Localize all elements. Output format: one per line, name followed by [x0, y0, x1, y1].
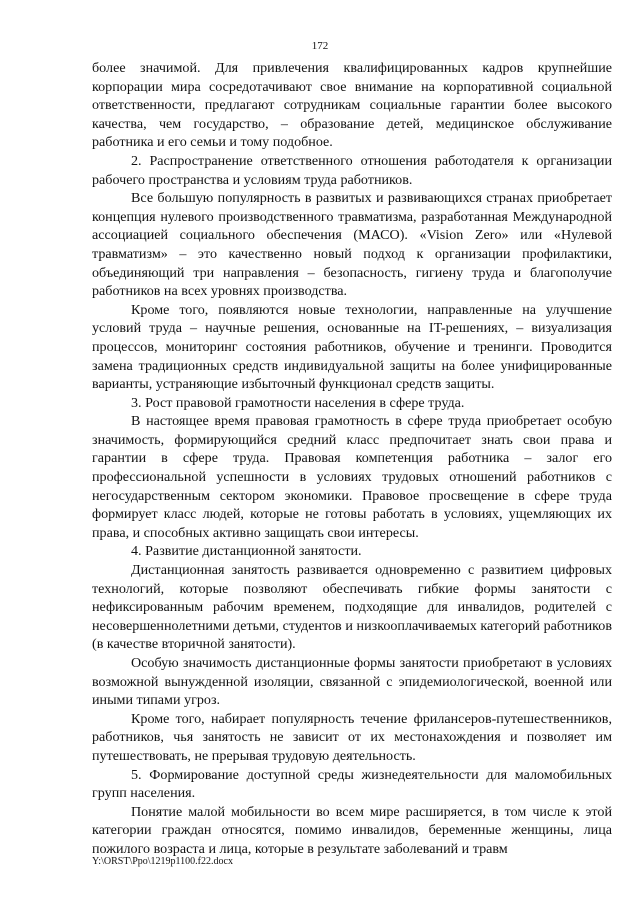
- paragraph: Понятие малой мобильности во всем мире расширяется, в том числе к этой категории граждан относятся, помимо инвалидов, беременные женщины, лица пожилого возраста и лица, которые в результате заболеваний и травм: [92, 803, 612, 857]
- paragraph: Кроме того, появляются новые технологии, направленные на улучшение условий труда – научные решения, основанные на IT-решениях, – визуализация процессов, мониторинг состояния работников, обучение и тренинги. Проводится замена традиционных средств индивидуальной защиты на более унифицированные варианты, устраняющие избыточный функционал средств защиты.: [92, 301, 612, 393]
- paragraph: 4. Развитие дистанционной занятости.: [131, 543, 362, 560]
- paragraph: Дистанционная занятость развивается одновременно с развитием цифровых технологий, которые позволяют обеспечивать гибкие формы занятости с нефиксированным рабочим временем, подходящие для инвалидов, родителей с несовершеннолетними детьми, студентов и низкооплачиваемых категорий работников (в качестве вторичной занятости).: [92, 562, 612, 653]
- paragraph: более значимой. Для привлечения квалифицированных кадров крупнейшие корпорации мира сосредотачивают свое внимание на корпоративной социальной ответственности, предлагают сотрудникам социальные гарантии более высокого качества, чем государство, – образование детей, медицинское обслуживание работника и его семьи и тому подобное.: [92, 60, 612, 151]
- paragraph: Особую значимость дистанционные формы занятости приобретают в условиях возможной вынужденной изоляции, связанной с эпидемиологической, военной или иными типами угроз.: [92, 655, 612, 709]
- paragraph: Все большую популярность в развитых и развивающихся странах приобретает концепция нулевого производственного травматизма, разработанная Международной ассоциацией социального обеспечения (МАСО). «Vision Zero» или «Нулевой травматизм» – это качественно новый подход к организации профилактики, объединяющий три направления – безопасность, гигиену труда и благополучие работников на всех уровнях производства.: [92, 190, 612, 300]
- paragraph: 2. Распространение ответственного отношения работодателя к организации рабочего пространства и условиям труда работников.: [92, 152, 612, 188]
- paragraph: В настоящее время правовая грамотность в сфере труда приобретает особую значимость, формирующийся средний класс предпочитает знать свои права и гарантии в сфере труда. Правовая компетенция работника – залог его профессиональной успешности в условиях трудовых отношений работников с негосударственным сектором экономики. Правовое просвещение в сфере труда формирует класс людей, которые не готовы работать в условиях, ущемляющих их права, и способных активно защищать свои интересы.: [92, 413, 612, 541]
- page-number: 172: [311, 40, 329, 52]
- footer-file-path: Y:\ORST\Ppo\1219p1100.f22.docx: [92, 856, 233, 867]
- body-text: [92, 59, 612, 859]
- paragraph: 5. Формирование доступной среды жизнедеятельности для маломобильных групп населения.: [92, 766, 612, 802]
- paragraph: Кроме того, набирает популярность течение фрилансеров-путешественников, работников, чья занятость не зависит от их местонахождения и позволяет им путешествовать, не прерывая трудовую деятельность.: [92, 710, 612, 764]
- paragraph: 3. Рост правовой грамотности населения в сфере труда.: [131, 394, 465, 411]
